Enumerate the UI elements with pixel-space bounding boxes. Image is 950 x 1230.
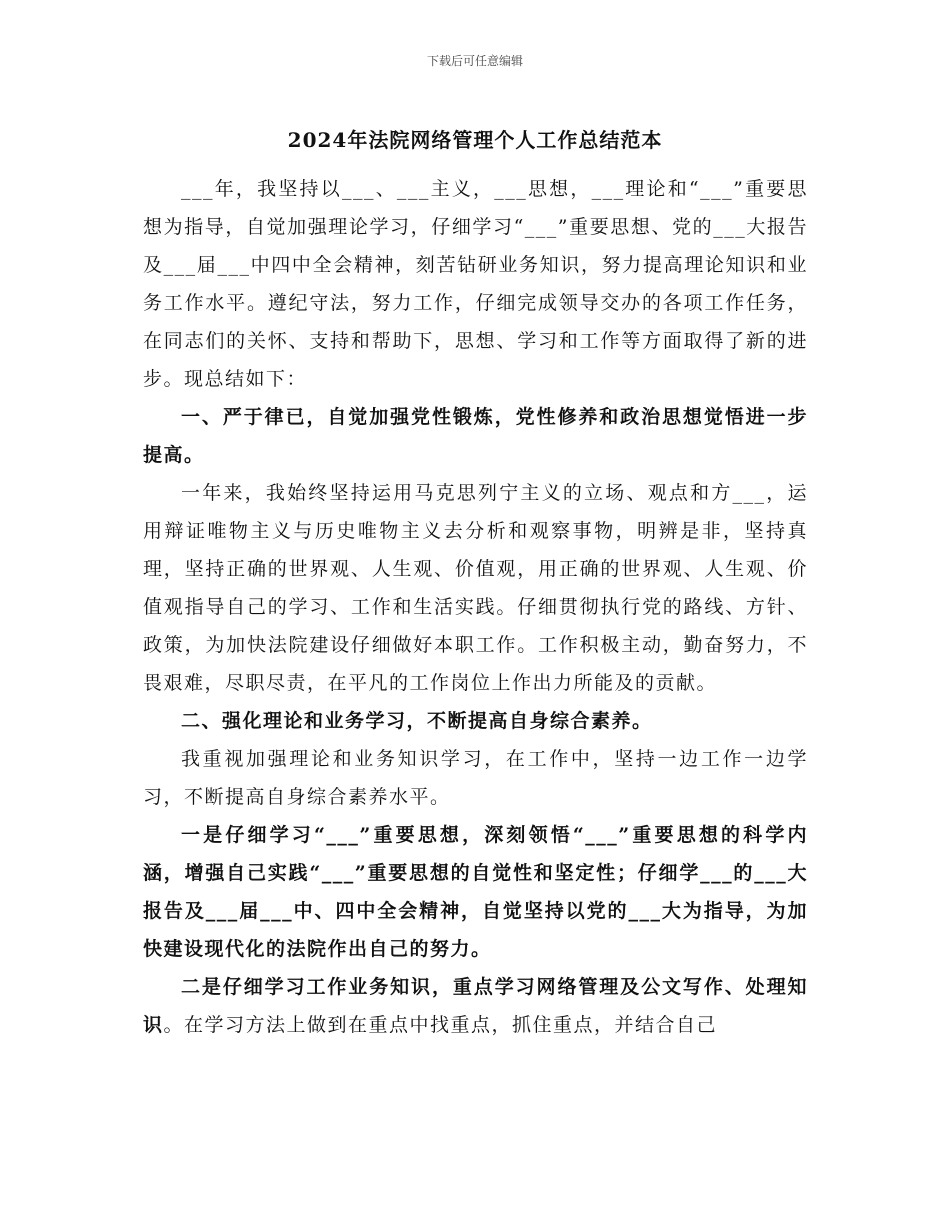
point-2-rest: 。在学习方法上做到在重点中找重点，抓住重点，并结合自己 — [163, 1014, 718, 1036]
paragraph-intro: ___年，我坚持以___、___主义，___思想，___理论和“___”重要思想为指导，自觉加强理论学习，仔细学习“___”重要思想、党的___大报告及___届___中四中全会精神，刻苦钻研业务知识，努力提高理论知识和业务工作水平。遵纪守法，努力工作，仔细完成领导交办的各项工作任务，在同志们的关怀、支持和帮助下，思想、学习和工作等方面取得了新的进步。现总结如下： — [143, 178, 808, 390]
paragraph-point-1: 一是仔细学习“___”重要思想，深刻领悟“___”重要思想的科学内涵，增强自己实践“___”重要思想的自觉性和坚定性；仔细学___的___大报告及___届___中、四中全会精神，自觉坚持以党的___大为指导，为加快建设现代化的法院作出自己的努力。 — [143, 824, 808, 960]
paragraph-section-2-intro: 我重视加强理论和业务知识学习，在工作中，坚持一边工作一边学习，不断提高自身综合素养水平。 — [143, 748, 808, 808]
paragraph-point-2 — [143, 968, 808, 1044]
point-2-bold-lead: 二是仔细学习工作业务知识，重点学习网络管理及公文写作、处理知识 — [143, 976, 808, 1036]
paragraph-section-1: 一年来，我始终坚持运用马克思列宁主义的立场、观点和方___，运用辩证唯物主义与历史唯物主义去分析和观察事物，明辨是非，坚持真理，坚持正确的世界观、人生观、价值观，用正确的世界观、人生观、价值观指导自己的学习、工作和生活实践。仔细贯彻执行党的路线、方针、政策，为加快法院建设仔细做好本职工作。工作积极主动，勤奋努力，不畏艰难，尽职尽责，在平凡的工作岗位上作出力所能及的贡献。 — [143, 482, 808, 694]
section-heading-1: 一、严于律已，自觉加强党性锻炼，党性修养和政治思想觉悟进一步提高。 — [143, 406, 808, 466]
section-heading-2: 二、强化理论和业务学习，不断提高自身综合素养。 — [181, 710, 653, 732]
document-title: 2024年法院网络管理个人工作总结范本 — [287, 128, 663, 152]
document-body — [143, 170, 808, 1044]
page-header: 下载后可任意编辑 — [426, 54, 523, 68]
